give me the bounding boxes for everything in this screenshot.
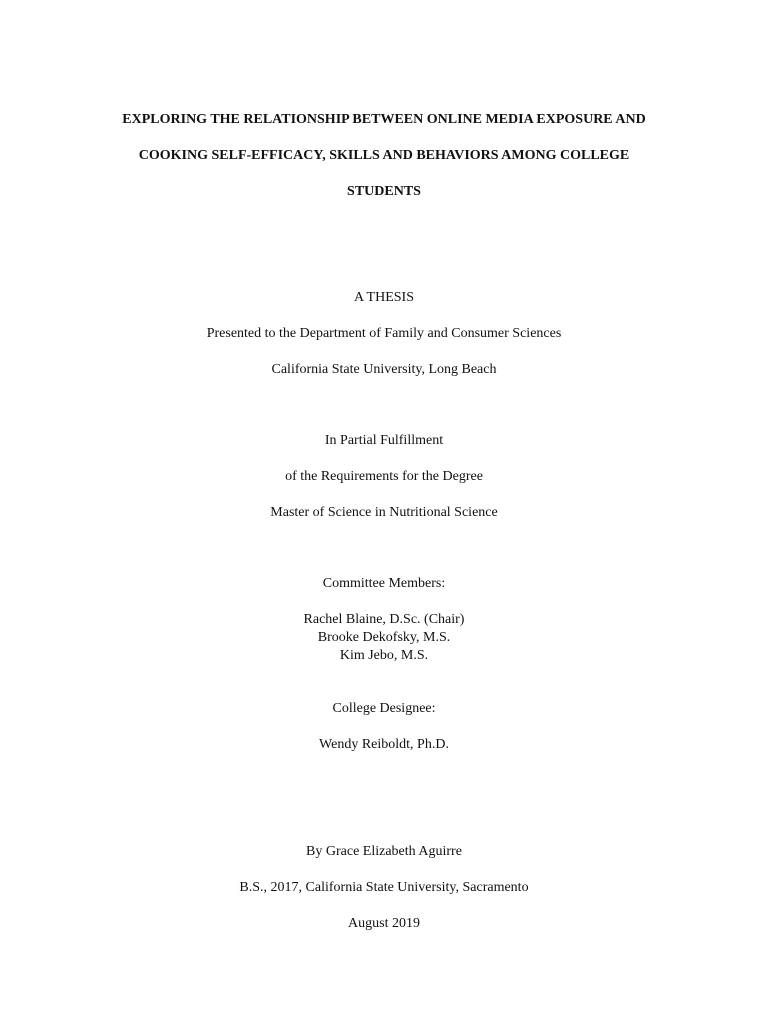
committee-member-chair: Rachel Blaine, D.Sc. (Chair) — [303, 612, 465, 627]
thesis-title-line-2: COOKING SELF-EFFICACY, SKILLS AND BEHAVIORS AMONG COLLEGE — [138, 148, 630, 163]
author-byline: By Grace Elizabeth Aguirre — [306, 844, 462, 859]
thesis-title-line-1: EXPLORING THE RELATIONSHIP BETWEEN ONLINE MEDIA EXPOSURE AND — [122, 112, 646, 127]
fulfillment-line-1: In Partial Fulfillment — [324, 433, 444, 448]
degree-name: Master of Science in Nutritional Science — [270, 505, 498, 520]
prior-degree: B.S., 2017, California State University, Sacramento — [239, 880, 529, 895]
institution: California State University, Long Beach — [271, 362, 497, 377]
thesis-title-line-3: STUDENTS — [347, 184, 421, 199]
submission-date: August 2019 — [348, 916, 420, 931]
fulfillment-line-2: of the Requirements for the Degree — [285, 469, 483, 484]
committee-member: Kim Jebo, M.S. — [339, 648, 429, 663]
committee-heading: Committee Members: — [322, 576, 446, 591]
document-type: A THESIS — [353, 290, 415, 305]
designee-name: Wendy Reiboldt, Ph.D. — [319, 737, 449, 752]
designee-heading: College Designee: — [332, 701, 436, 716]
committee-member: Brooke Dekofsky, M.S. — [317, 630, 451, 645]
presented-to: Presented to the Department of Family and Consumer Sciences — [206, 326, 562, 341]
